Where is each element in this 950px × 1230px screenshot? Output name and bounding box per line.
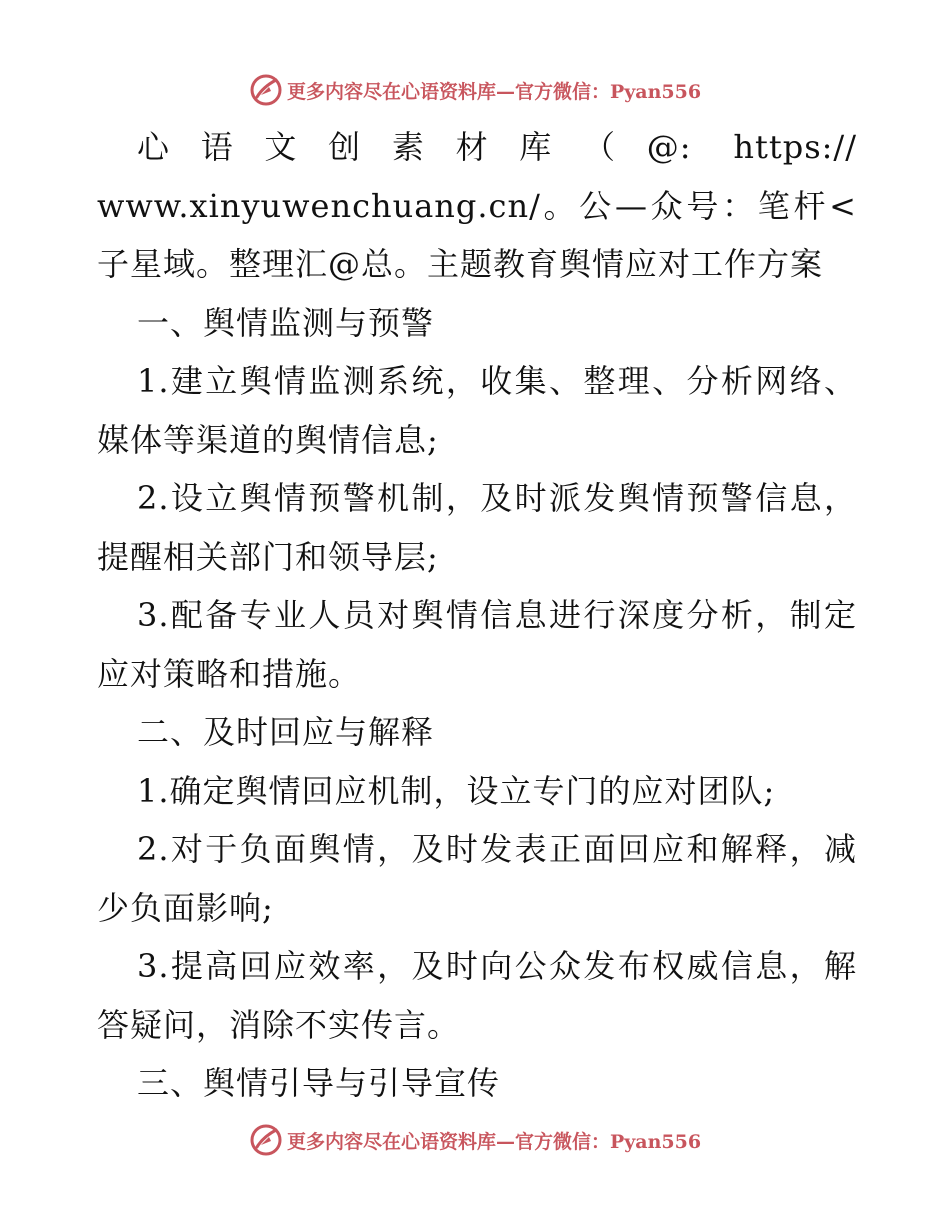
brush-pen-logo-icon <box>249 1123 283 1157</box>
section-2-item: 2.对于负面舆情，及时发表正面回应和解释，减少负面影响; <box>97 830 857 927</box>
footer-watermark-text: 更多内容尽在心语资料库—官方微信：Pyan556 <box>286 1130 702 1153</box>
document-body <box>97 118 857 1113</box>
section-1-item: 2.设立舆情预警机制，及时派发舆情预警信息，提醒相关部门和领导层; <box>97 479 857 576</box>
section-heading-3: 三、舆情引导与引导宣传 <box>137 1064 501 1102</box>
header-watermark-banner <box>0 70 950 110</box>
intro-paragraph: 心语文创素材库（@: https:// www.xinyuwenchuang.cn/。公—众号：笔杆<子星域。整理汇@总。主题教育舆情应对工作方案 <box>97 128 857 283</box>
section-2-item: 1.确定舆情回应机制，设立专门的应对团队; <box>137 771 776 810</box>
header-watermark-text: 更多内容尽在心语资料库—官方微信：Pyan556 <box>286 80 702 103</box>
footer-watermark-banner <box>0 1120 950 1160</box>
section-1-item: 1.建立舆情监测系统，收集、整理、分析网络、媒体等渠道的舆情信息; <box>97 362 857 459</box>
section-heading-2: 二、及时回应与解释 <box>137 713 435 751</box>
section-2-item: 3.提高回应效率，及时向公众发布权威信息，解答疑问，消除不实传言。 <box>97 947 857 1044</box>
section-1-item: 3.配备专业人员对舆情信息进行深度分析，制定应对策略和措施。 <box>97 596 857 693</box>
brush-pen-logo-icon <box>249 73 283 107</box>
section-heading-1: 一、舆情监测与预警 <box>137 303 435 342</box>
